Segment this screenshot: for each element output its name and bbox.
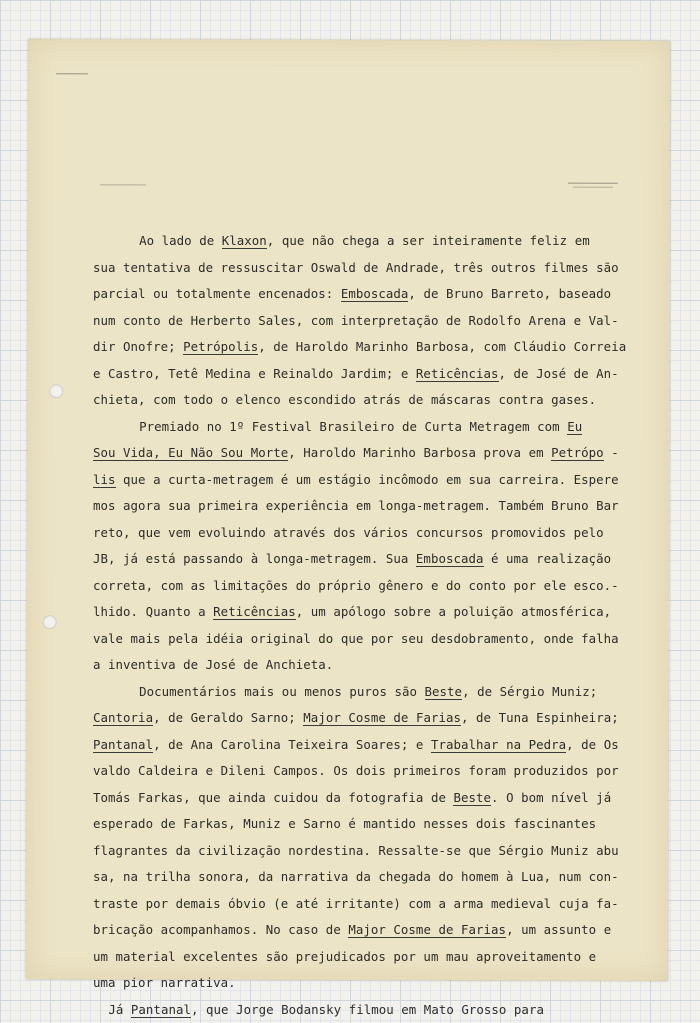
underlined-title: Petrópo [551, 445, 604, 461]
underlined-title: Petrópolis [183, 339, 258, 355]
text-line [93, 864, 633, 891]
text-run: JB, já está passando à longa-metragem. Sua [93, 551, 416, 566]
text-run: , de Tuna Espinheira; [461, 710, 619, 725]
text-line [93, 970, 633, 997]
underlined-title: Beste [453, 790, 491, 806]
text-line [93, 626, 633, 653]
text-run: lhido. Quanto a [93, 604, 213, 619]
underlined-title: Sou Vida, Eu Não Sou Morte [93, 445, 288, 461]
text-line [93, 281, 633, 308]
text-run: dir Onofre; [93, 339, 183, 354]
text-line [93, 440, 633, 467]
text-run: Já [108, 1002, 131, 1017]
text-line [93, 361, 633, 388]
text-run: um material excelentes são prejudicados por um mau aproveitamento e [93, 949, 596, 964]
text-line [93, 546, 633, 573]
text-line [93, 705, 633, 732]
text-run: . O bom nível já [491, 790, 611, 805]
underlined-title: Pantanal [93, 737, 153, 753]
underlined-title: Emboscada [416, 551, 484, 567]
underlined-title: Eu [567, 419, 582, 435]
text-run: Tomás Farkas, que ainda cuidou da fotografia de [93, 790, 453, 805]
text-run: parcial ou totalmente encenados: [93, 286, 341, 301]
text-run: a inventiva de José de Anchieta. [93, 657, 333, 672]
text-line [93, 838, 633, 865]
text-run: , um assunto e [506, 922, 611, 937]
text-run: , um apólogo sobre a poluição atmosférica, [296, 604, 611, 619]
text-run: , de José de An- [499, 366, 619, 381]
underlined-title: Emboscada [341, 286, 409, 302]
text-line [93, 785, 633, 812]
corner-mark [56, 73, 88, 74]
text-line [93, 679, 633, 706]
underlined-title: Trabalhar na Pedra [431, 737, 566, 753]
text-run: sa, na trilha sonora, da narrativa da chegada do homem à Lua, num con- [93, 869, 619, 884]
text-run: , que não chega a ser inteiramente feliz em [267, 233, 590, 248]
underlined-title: Reticências [416, 366, 499, 382]
text-line [93, 308, 633, 335]
text-line [93, 891, 633, 918]
text-run: , de Os [566, 737, 619, 752]
text-run: , Haroldo Marinho Barbosa prova em [288, 445, 551, 460]
text-run: bricação acompanhamos. No caso de [93, 922, 348, 937]
text-line [93, 467, 633, 494]
text-run: , de Ana Carolina Teixeira Soares; e [153, 737, 431, 752]
text-run: é uma realização [484, 551, 612, 566]
text-run: , de Geraldo Sarno; [153, 710, 303, 725]
text-line [93, 811, 633, 838]
text-line [93, 387, 633, 414]
text-line [93, 652, 633, 679]
text-run: reto, que vem evoluindo através dos vários concursos promovidos pelo [93, 525, 604, 540]
text-line [93, 228, 633, 255]
text-line [93, 997, 633, 1023]
text-run: flagrantes da civilização nordestina. Ressalte-se que Sérgio Muniz abu [93, 843, 619, 858]
text-run: esperado de Farkas, Muniz e Sarno é mantido nesses dois fascinantes [93, 816, 596, 831]
text-run: uma pior narrativa. [93, 975, 236, 990]
text-run: traste por demais óbvio (e até irritante) com a arma medieval cuja fa- [93, 896, 619, 911]
text-line [93, 414, 633, 441]
margin-mark-left [100, 184, 146, 185]
text-run: chieta, com todo o elenco escondido atrás de máscaras contra gases. [93, 392, 596, 407]
text-line [93, 917, 633, 944]
text-run: valdo Caldeira e Dileni Campos. Os dois primeiros foram produzidos por [93, 763, 619, 778]
underlined-title: lis [93, 472, 116, 488]
punch-hole-top [49, 384, 63, 398]
text-run: , de Haroldo Marinho Barbosa, com Cláudio Correia [258, 339, 626, 354]
text-run: , de Sérgio Muniz; [462, 684, 597, 699]
text-run: e Castro, Tetê Medina e Reinaldo Jardim; e [93, 366, 416, 381]
text-line [93, 520, 633, 547]
text-run: que a curta-metragem é um estágio incômodo em sua carreira. Espere [116, 472, 619, 487]
margin-mark-right-lower [573, 187, 613, 188]
text-line [93, 599, 633, 626]
text-run: vale mais pela idéia original do que por seu desdobramento, onde falha [93, 631, 619, 646]
text-run: Ao lado de [139, 233, 222, 248]
text-run: correta, com as limitações do próprio gênero e do conto por ele esco.- [93, 578, 619, 593]
margin-mark-right [568, 183, 618, 184]
text-line [93, 758, 633, 785]
underlined-title: Reticências [213, 604, 296, 620]
text-run: Documentários mais ou menos puros são [139, 684, 424, 699]
article-text [93, 228, 633, 1023]
text-line [93, 944, 633, 971]
underlined-title: Beste [425, 684, 463, 700]
text-run: mos agora sua primeira experiência em longa-metragem. Também Bruno Bar [93, 498, 619, 513]
text-line [93, 573, 633, 600]
underlined-title: Major Cosme de Farias [348, 922, 506, 938]
text-line [93, 334, 633, 361]
text-run: , de Bruno Barreto, baseado [408, 286, 611, 301]
text-line [93, 493, 633, 520]
underlined-title: Pantanal [131, 1002, 191, 1018]
underlined-title: Klaxon [222, 233, 267, 249]
text-run: , que Jorge Bodansky filmou em Mato Grosso para [191, 1002, 544, 1017]
underlined-title: Cantoria [93, 710, 153, 726]
underlined-title: Major Cosme de Farias [303, 710, 461, 726]
text-run: - [604, 445, 619, 460]
text-run: Premiado no 1º Festival Brasileiro de Curta Metragem com [139, 419, 567, 434]
punch-hole-bottom [43, 615, 57, 629]
text-run: num conto de Herberto Sales, com interpretação de Rodolfo Arena e Val- [93, 313, 619, 328]
text-line [93, 732, 633, 759]
text-run: sua tentativa de ressuscitar Oswald de Andrade, três outros filmes são [93, 260, 619, 275]
text-line [93, 255, 633, 282]
